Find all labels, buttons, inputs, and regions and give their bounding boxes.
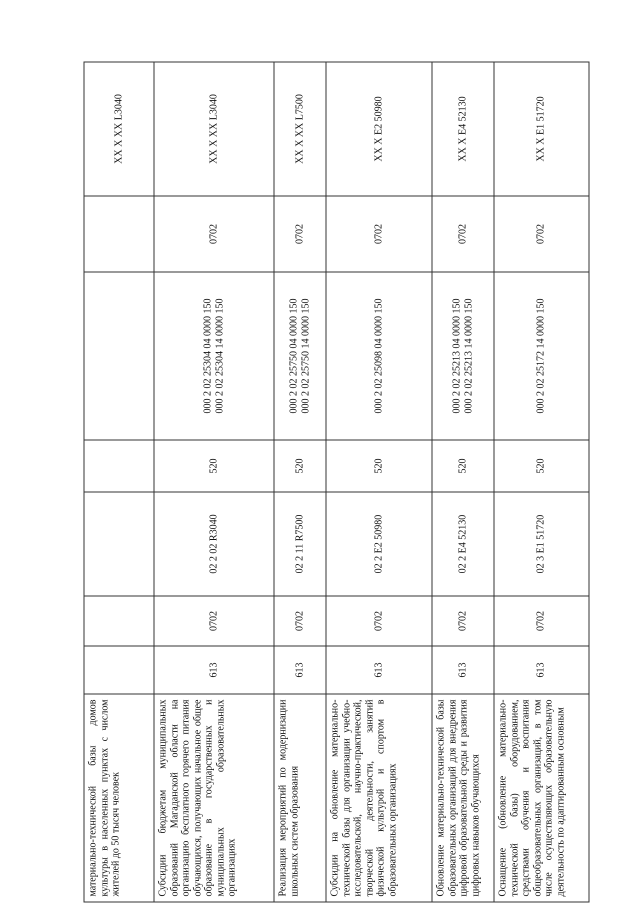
- measure-description: Реализация мероприятий по модернизации школьных систем образования: [274, 694, 326, 902]
- budget-classification-table: [84, 61, 590, 902]
- municipal-target-code: XX X E1 51720: [494, 62, 589, 196]
- expense-type-code-2: 520: [494, 440, 589, 492]
- target-article-code: [84, 492, 154, 596]
- table-row: [154, 62, 274, 902]
- measure-description: Субсидии на обновление материально-технической базы для организации учебно-исследовательской, научно-практической, творческой деятельности, занятий физической культурой и спортом в образовательных организациях: [326, 694, 432, 902]
- municipal-section-code: 0702: [154, 196, 274, 272]
- target-article-code: 02 2 02 R3040: [154, 492, 274, 596]
- municipal-target-code: XX X XX L3040: [154, 62, 274, 196]
- expense-type-code-2: 520: [274, 440, 326, 492]
- revenue-classification-code: 000 2 02 25213 04 0000 150 000 2 02 25213 14 0000 150: [432, 272, 494, 440]
- table-row: [432, 62, 494, 902]
- section-code: 0702: [432, 596, 494, 646]
- expense-type-code: 613: [274, 646, 326, 694]
- revenue-classification-code: 000 2 02 25750 04 0000 150 000 2 02 25750 14 0000 150: [274, 272, 326, 440]
- table-row: [326, 62, 432, 902]
- measure-description: Субсидии бюджетам муниципальных образований Магаданской области на организацию бесплатного горячего питания обучающихся, получающих начальное общее образование в государственных и муниципальных образовательных организациях: [154, 694, 274, 902]
- municipal-target-code: XX X E4 52130: [432, 62, 494, 196]
- expense-type-code: 613: [494, 646, 589, 694]
- target-article-code: 02 2 E4 52130: [432, 492, 494, 596]
- target-article-code: 02 3 E1 51720: [494, 492, 589, 596]
- municipal-section-code: 0702: [432, 196, 494, 272]
- expense-type-code-2: 520: [432, 440, 494, 492]
- expense-type-code: 613: [326, 646, 432, 694]
- section-code: 0702: [326, 596, 432, 646]
- table-row: [494, 62, 589, 902]
- municipal-target-code: XX X XX L7500: [274, 62, 326, 196]
- revenue-classification-code: [84, 272, 154, 440]
- expense-type-code: 613: [432, 646, 494, 694]
- target-article-code: 02 2 11 R7500: [274, 492, 326, 596]
- measure-description: Обновление материально-технической базы образовательных организаций для внедрения цифровой образовательной среды и развития цифровых навыков обучающихся: [432, 694, 494, 902]
- revenue-classification-code: 000 2 02 25172 14 0000 150: [494, 272, 589, 440]
- municipal-target-code: XX X E2 50980: [326, 62, 432, 196]
- measure-description: материально-технической базы домов культуры в населенных пунктах с числом жителей до 50 тысяч человек: [84, 694, 154, 902]
- municipal-section-code: 0702: [494, 196, 589, 272]
- expense-type-code-2: 520: [326, 440, 432, 492]
- municipal-target-code: XX X XX L3040: [84, 62, 154, 196]
- measure-description: Оснащение (обновление материально-технической базы) оборудованием, средствами обучения и воспитания общеобразовательных организаций, в том числе осуществляющих образовательную деятельность по адаптированным основным: [494, 694, 589, 902]
- municipal-section-code: 0702: [274, 196, 326, 272]
- table-row: [274, 62, 326, 902]
- section-code: 0702: [494, 596, 589, 646]
- municipal-section-code: [84, 196, 154, 272]
- revenue-classification-code: 000 2 02 25098 04 0000 150: [326, 272, 432, 440]
- table-row: [84, 62, 154, 902]
- expense-type-code-2: [84, 440, 154, 492]
- municipal-section-code: 0702: [326, 196, 432, 272]
- section-code: [84, 596, 154, 646]
- section-code: 0702: [274, 596, 326, 646]
- revenue-classification-code: 000 2 02 25304 04 0000 150 000 2 02 25304 14 0000 150: [154, 272, 274, 440]
- expense-type-code: [84, 646, 154, 694]
- target-article-code: 02 2 E2 50980: [326, 492, 432, 596]
- expense-type-code: 613: [154, 646, 274, 694]
- section-code: 0702: [154, 596, 274, 646]
- rotated-table-container: [84, 62, 589, 902]
- expense-type-code-2: 520: [154, 440, 274, 492]
